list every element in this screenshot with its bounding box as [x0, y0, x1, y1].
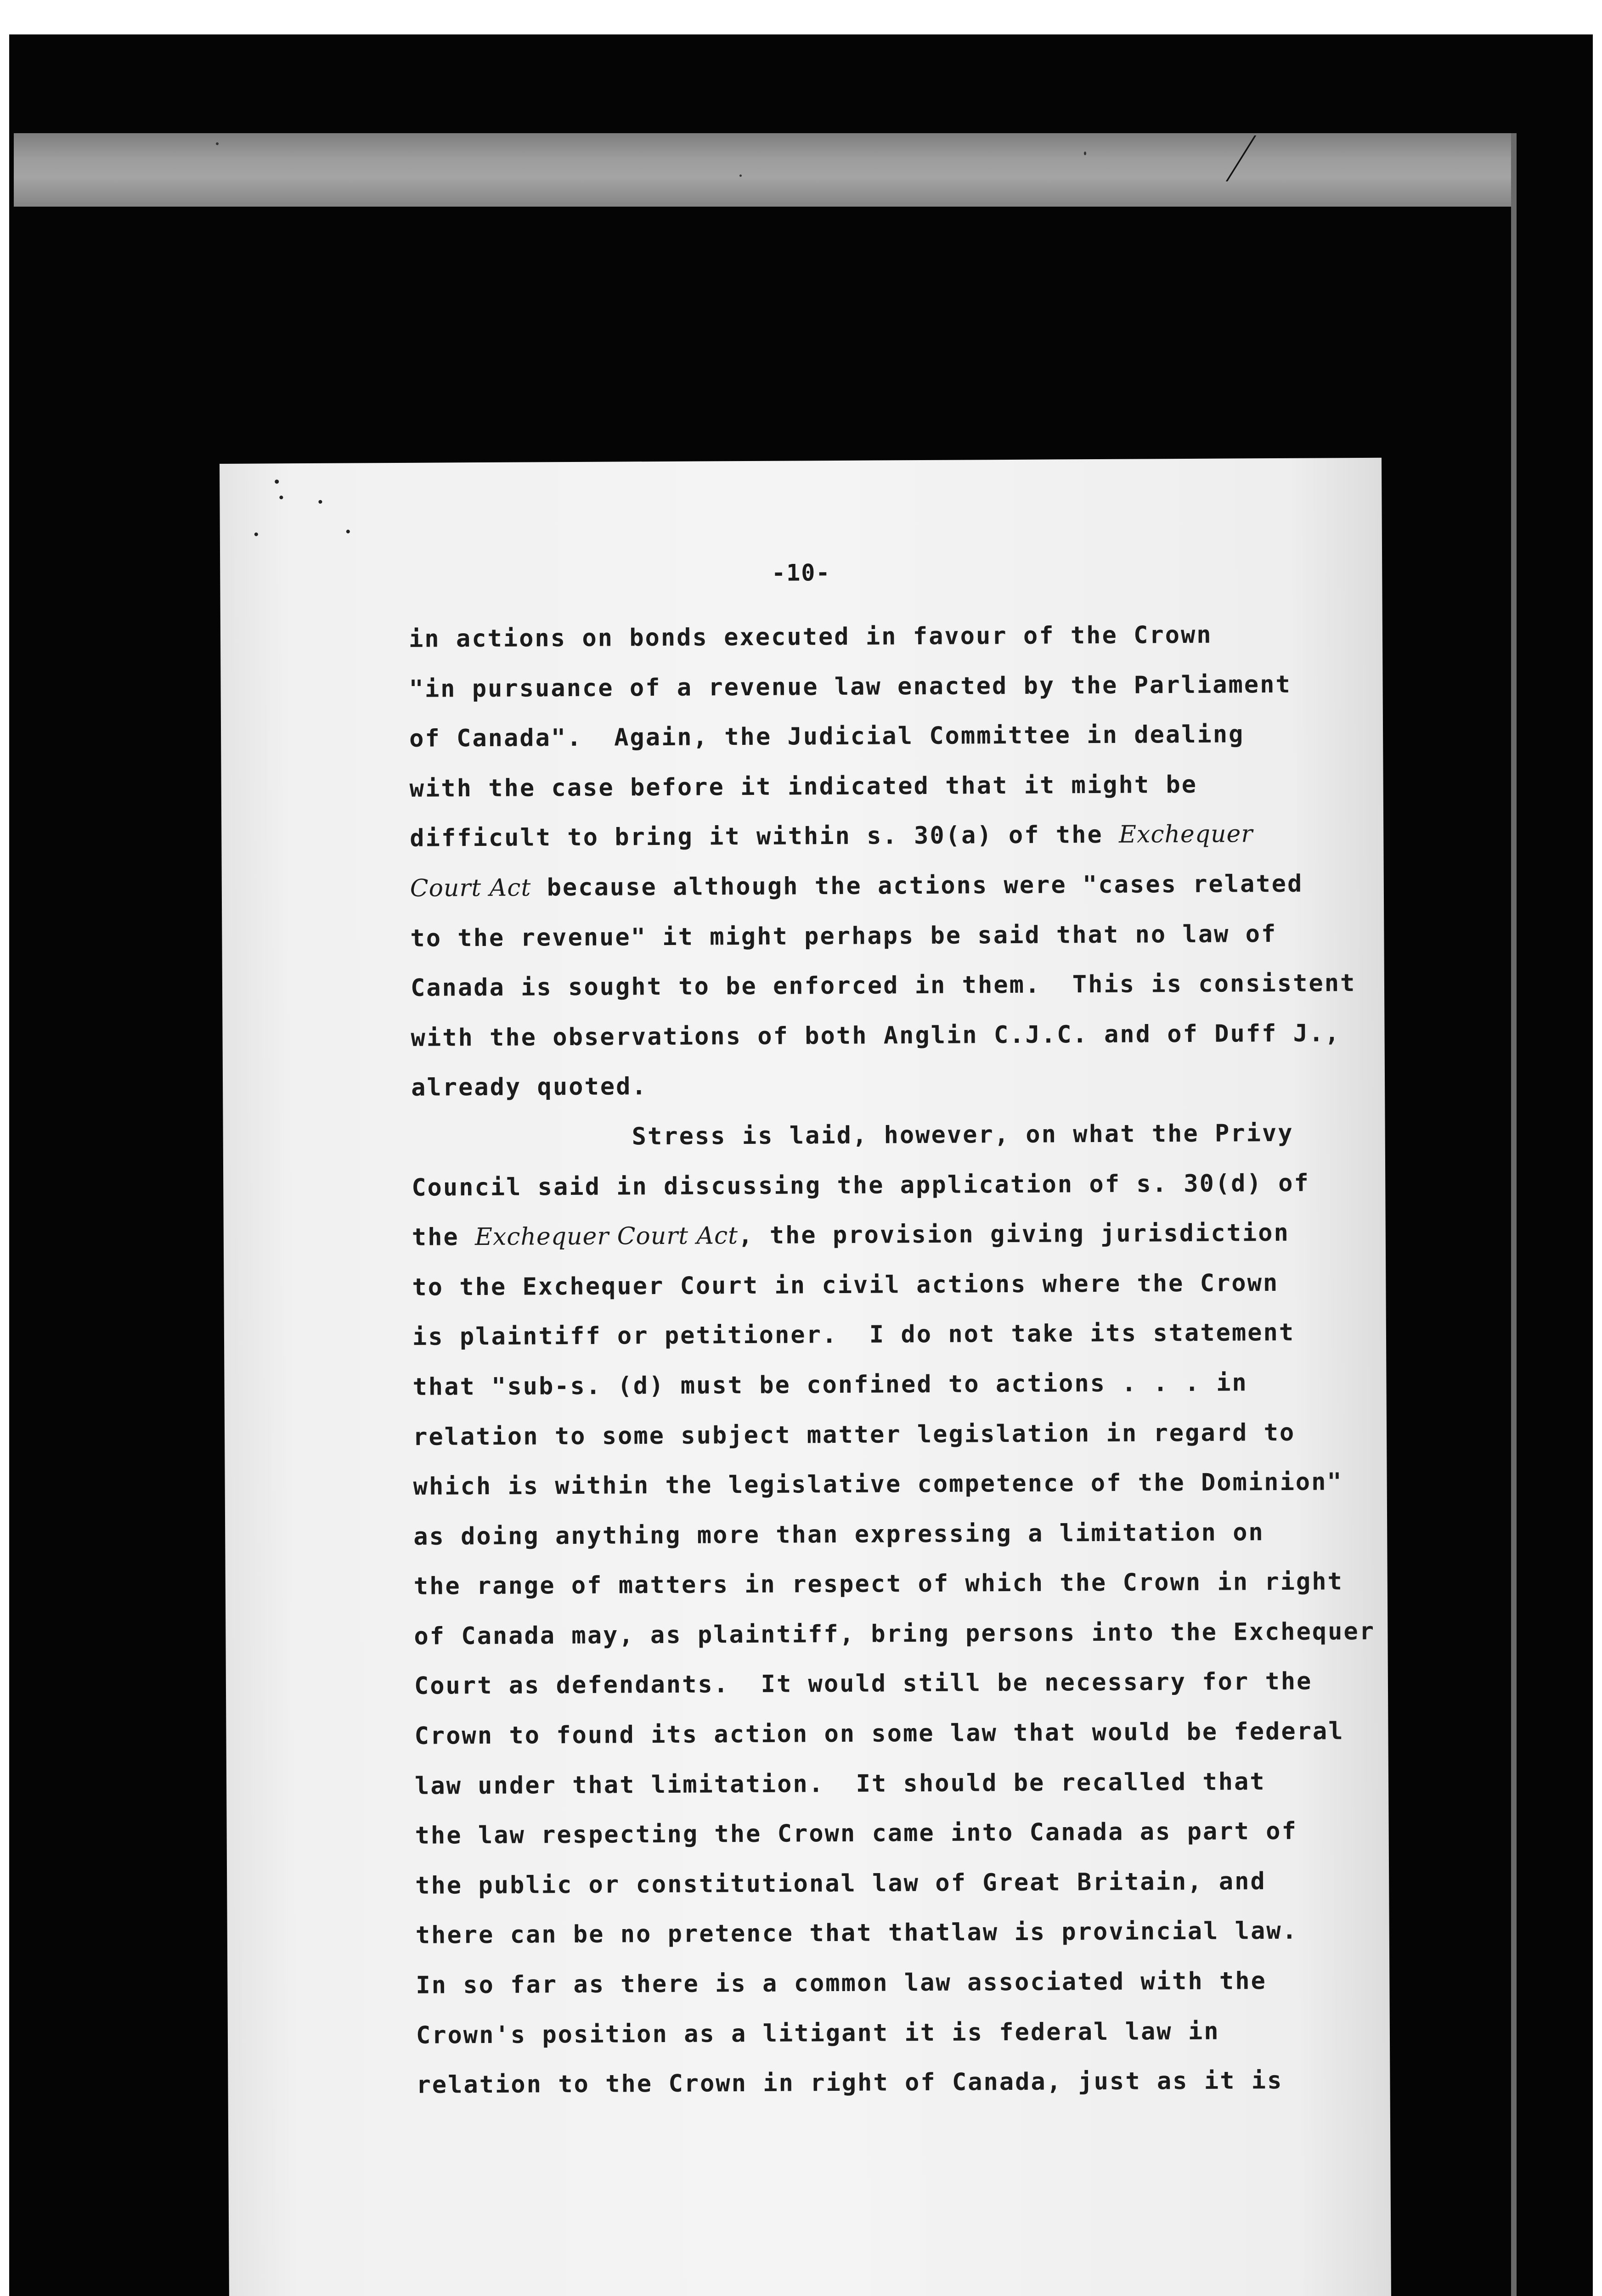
text-line [413, 1457, 1355, 1512]
document-body [408, 609, 1376, 2110]
line-text: of Canada". Again, the Judicial Committee in dealing [409, 720, 1245, 753]
document-page [220, 458, 1391, 2296]
text-line [416, 1956, 1358, 2010]
text-line [412, 1158, 1354, 1213]
line-text: with the case before it indicated that it might be [409, 771, 1198, 803]
line-text: "in pursuance of a revenue law enacted by the Parliament [409, 670, 1292, 703]
text-line [416, 1906, 1358, 1961]
text-line [409, 709, 1351, 764]
page-number: -10- [771, 559, 831, 586]
line-text: law under that limitation. It should be recalled that [414, 1767, 1266, 1800]
text-line [409, 659, 1351, 714]
text-line [411, 1008, 1353, 1063]
line-text: the range of matters in respect of which the Crown in right [413, 1568, 1344, 1601]
text-line [412, 1258, 1354, 1312]
line-text: relation to some subject matter legislation in regard to [412, 1418, 1296, 1451]
text-line [412, 1307, 1354, 1362]
text-line [411, 1108, 1353, 1163]
italic-text: Exchequer Court Act [474, 1222, 739, 1251]
page-speck [275, 479, 279, 484]
text-line [414, 1706, 1356, 1761]
line-text: as doing anything more than expressing a limitation on [413, 1518, 1264, 1551]
text-line [415, 1756, 1357, 1811]
line-text: , the provision giving jurisdiction [738, 1219, 1290, 1250]
italic-text: Exchequer [1118, 820, 1253, 849]
line-text: Stress is laid, however, on what the Privy [632, 1119, 1294, 1151]
line-text: the public or constitutional law of Great Britain, and [415, 1867, 1266, 1900]
line-text: Crown's position as a litigant it is federal law in [416, 2017, 1220, 2049]
line-text: already quoted. [411, 1073, 648, 1102]
text-line [410, 909, 1352, 963]
text-line [415, 1806, 1357, 1861]
page-speck [254, 533, 258, 536]
line-text: in actions on bonds executed in favour of the Crown [408, 621, 1213, 653]
film-speck [1084, 152, 1086, 155]
text-line [416, 2006, 1358, 2060]
film-edge-right [1511, 133, 1517, 2296]
line-text: the [412, 1223, 475, 1251]
line-text: because although the actions were "cases related [531, 870, 1303, 902]
text-line [413, 1407, 1355, 1462]
text-line [415, 1856, 1357, 1911]
text-line [409, 759, 1351, 814]
text-line [414, 1557, 1356, 1611]
line-text: relation to the Crown in right of Canada, just as it is [416, 2067, 1283, 2099]
text-line [414, 1657, 1356, 1711]
line-text: Council said in discussing the application of s. 30(d) of [412, 1169, 1310, 1202]
text-line [412, 1357, 1354, 1412]
page-speck [279, 495, 283, 499]
line-text: is plaintiff or petitioner. I do not take its statement [412, 1319, 1295, 1351]
line-text: which is within the legislative competence of the Dominion" [413, 1468, 1343, 1501]
text-line [409, 609, 1351, 664]
text-line [412, 1208, 1354, 1262]
italic-text: Court Act [410, 874, 531, 902]
text-line [411, 1058, 1353, 1113]
text-line [416, 2055, 1358, 2110]
page-speck [346, 530, 350, 534]
line-text: there can be no pretence that thatlaw is provincial law. [415, 1917, 1298, 1950]
line-text: that "sub-s. (d) must be confined to actions . . . in [412, 1369, 1248, 1401]
text-line [410, 809, 1352, 863]
text-line [414, 1607, 1376, 1661]
line-text: of Canada may, as plaintiff, bring persons into the Exchequer [414, 1617, 1376, 1650]
line-text: difficult to bring it within s. 30(a) of the [410, 821, 1119, 853]
line-text: the law respecting the Crown came into Canada as part of [415, 1818, 1297, 1850]
text-line [413, 1507, 1355, 1562]
line-text: to the Exchequer Court in civil actions where the Crown [412, 1269, 1279, 1301]
page-speck [318, 500, 322, 504]
line-text: Canada is sought to be enforced in them. This is consistent [410, 969, 1356, 1002]
line-text: to the revenue" it might perhaps be said that no law of [410, 920, 1277, 952]
text-line [410, 958, 1356, 1013]
line-text: with the observations of both Anglin C.J.C. and of Duff J., [411, 1019, 1341, 1052]
line-text: Court as defendants. It would still be necessary for the [414, 1668, 1313, 1700]
film-speck [739, 174, 742, 177]
text-line [410, 859, 1352, 913]
film-speck [216, 142, 219, 145]
line-text: Crown to found its action on some law that would be federal [414, 1717, 1344, 1750]
line-text: In so far as there is a common law associated with the [416, 1967, 1267, 1999]
